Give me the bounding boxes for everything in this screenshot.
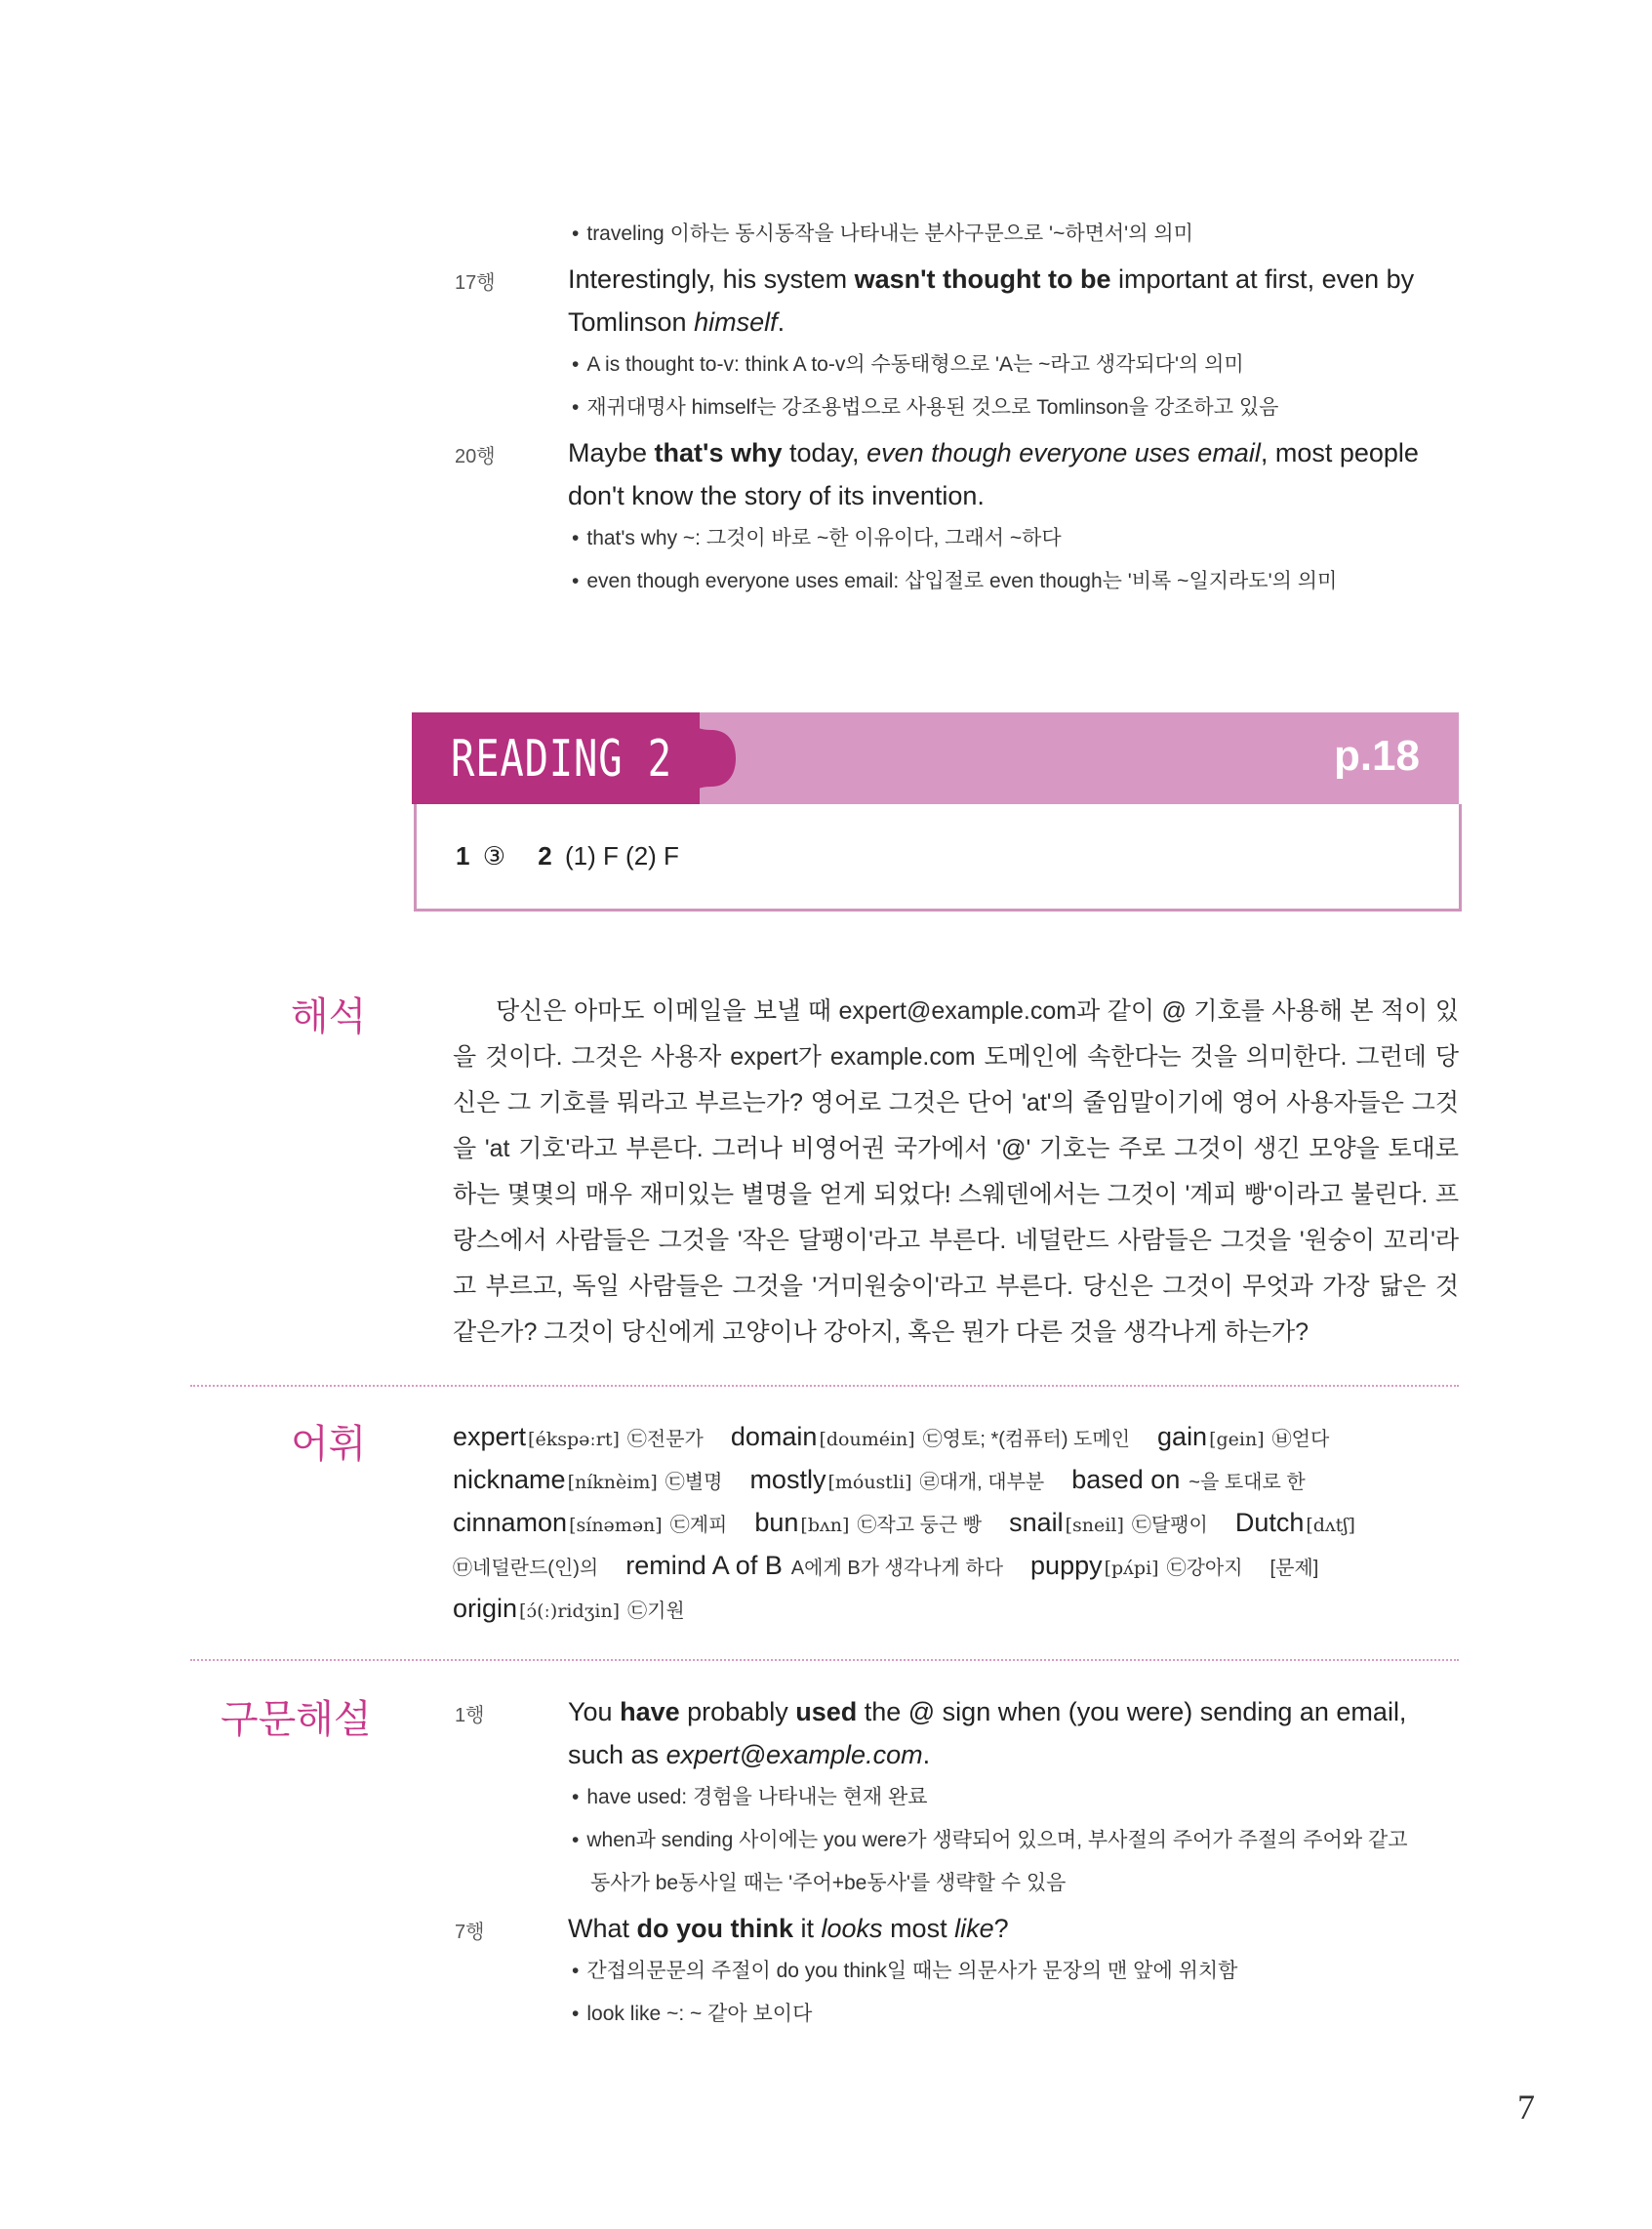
line-number-7: 7행 bbox=[455, 1922, 485, 1943]
sentence-segment: even though everyone uses email bbox=[866, 438, 1261, 467]
vocab-word: gain bbox=[1157, 1422, 1208, 1451]
sentence-segment: important at first, even by bbox=[1110, 264, 1415, 294]
vocab-word: nickname bbox=[453, 1465, 566, 1494]
vocab-meaning: ㉢기원 bbox=[627, 1601, 685, 1622]
sentence-segment: it bbox=[793, 1914, 822, 1943]
sentence-segment: Tomlinson bbox=[568, 307, 695, 337]
vocab-meaning: ㉢별명 bbox=[665, 1472, 723, 1493]
vocab-pronunciation: [gein] bbox=[1209, 1429, 1265, 1450]
vocab-word: Dutch bbox=[1234, 1508, 1305, 1537]
vocab-pronunciation: [ékspəːrt] bbox=[528, 1429, 620, 1450]
sentence-segment: today, bbox=[782, 438, 867, 467]
vocab-meaning: ㉢계피 bbox=[669, 1515, 728, 1536]
sentence-segment: , most people bbox=[1260, 438, 1419, 467]
vocab-word: domain bbox=[730, 1422, 818, 1451]
sentence-segment: like bbox=[954, 1914, 994, 1943]
sentence-segment: do you think bbox=[636, 1914, 794, 1943]
sentence-17-line2 bbox=[568, 301, 785, 344]
vocab-meaning: A에게 B가 생각나게 하다 bbox=[790, 1558, 1004, 1579]
sentence-segment: wasn't thought to be bbox=[854, 264, 1111, 294]
sentence-segment: don't know the story of its invention. bbox=[568, 481, 985, 510]
reading-header bbox=[412, 712, 1459, 804]
grammar-label: 구문해설 bbox=[221, 1698, 372, 1741]
sentence-segment: probably bbox=[679, 1697, 796, 1726]
vocab-pronunciation: [sínəmən] bbox=[569, 1515, 663, 1536]
vocab-word: expert bbox=[453, 1422, 527, 1451]
sentence-segment: used bbox=[795, 1697, 858, 1726]
vocab-word: bun bbox=[754, 1508, 799, 1537]
sentence-20-line2 bbox=[568, 474, 985, 517]
sentence-segment: have bbox=[620, 1697, 680, 1726]
translation-text: 당신은 아마도 이메일을 보낼 때 expert@example.com과 같이 @ 기호를 사용해 본 적이 있을 것이다. 그것은 사용자 expert가 example.com 도메인에 속한다는 것을 의미한다. 그런데 당신은 그 기호를 뭐라고 부르는가? 영어로 그것은 단어 'at'의 줄임말이기에 영어 사용자들은 그것을 'at 기호'라고 부른다. 그러나 비영어권 국가에서 '@' 기호는 주로 그것이 생긴 모양을 토대로 하는 몇몇의 매우 재미있는 별명을 얻게 되었다! 스웨덴에서는 그것이 '계피 빵'이라고 불린다. 프랑스에서 사람들은 그것을 '작은 달팽이'라고 부른다. 네덜란드 사람들은 그것을 '원숭이 꼬리'라고 부르고, 독일 사람들은 그것을 '거미원숭이'라고 부른다. 당신은 그것이 무엇과 가장 닮은 것 같은가? 그것이 당신에게 고양이나 강아지, 혹은 뭔가 다른 것을 생각나게 하는가? bbox=[453, 997, 1459, 1346]
sentence-20-line1 bbox=[568, 431, 1419, 474]
line-number-20: 20행 bbox=[455, 446, 496, 467]
vocab-line-5 bbox=[453, 1587, 712, 1633]
answer-1-num: 1 bbox=[456, 841, 470, 871]
sentence-1-line2 bbox=[568, 1733, 930, 1776]
vocab-meaning: ㉢작고 둥근 빵 bbox=[857, 1515, 983, 1536]
sentence-segment: What bbox=[568, 1914, 637, 1943]
vocab-word: snail bbox=[1009, 1508, 1064, 1537]
sentence-segment: ? bbox=[993, 1914, 1009, 1943]
vocab-word: origin bbox=[453, 1594, 518, 1623]
note-20-b: • even though everyone uses email: 삽입절로 even though는 '비록 ~일지라도'의 의미 bbox=[572, 560, 1337, 603]
note-7-a: • 간접의문문의 주절이 do you think일 때는 의문사가 문장의 맨 앞에 위치함 bbox=[572, 1950, 1237, 1993]
vocab-line-3 bbox=[453, 1501, 1390, 1547]
sentence-segment: such as bbox=[568, 1740, 666, 1769]
vocab-meaning: ㉣대개, 대부분 bbox=[919, 1472, 1045, 1493]
answer-1: ③ bbox=[482, 841, 506, 871]
note-20-a: • that's why ~: 그것이 바로 ~한 이유이다, 그래서 ~하다 bbox=[572, 517, 1062, 560]
vocab-line-1 bbox=[453, 1415, 1356, 1461]
sentence-segment: expert@example.com bbox=[665, 1740, 923, 1769]
sentence-segment: most bbox=[882, 1914, 955, 1943]
page-number: 7 bbox=[1517, 2087, 1535, 2127]
sentence-segment: Maybe bbox=[568, 438, 655, 467]
sentence-segment: Interestingly, his system bbox=[568, 264, 855, 294]
vocab-meaning: ㉢영토; *(컴퓨터) 도메인 bbox=[922, 1429, 1131, 1450]
note-traveling: • traveling 이하는 동시동작을 나타내는 분사구문으로 '~하면서'의 의미 bbox=[572, 213, 1193, 256]
sentence-segment: looks bbox=[821, 1914, 883, 1943]
sentence-segment: the @ sign when (you were) sending an email, bbox=[857, 1697, 1407, 1726]
vocab-pronunciation: [douméin] bbox=[819, 1429, 915, 1450]
reading-title: READING 2 bbox=[451, 730, 672, 789]
reading-page-ref: p.18 bbox=[1333, 732, 1420, 780]
vocab-pronunciation: [níknèim] bbox=[567, 1472, 658, 1493]
vocab-pronunciation: [sneil] bbox=[1065, 1515, 1124, 1536]
note-7-b: • look like ~: ~ 같아 보이다 bbox=[572, 1993, 812, 2036]
sentence-7 bbox=[568, 1907, 1009, 1950]
answers bbox=[456, 841, 679, 871]
vocab-line-4 bbox=[453, 1544, 1346, 1590]
vocab-meaning: ~을 토대로 한 bbox=[1189, 1472, 1306, 1493]
vocab-word: remind A of B bbox=[625, 1551, 783, 1580]
vocab-word: puppy bbox=[1030, 1551, 1103, 1580]
note-17-b: • 재귀대명사 himself는 강조용법으로 사용된 것으로 Tomlinson을 강조하고 있음 bbox=[572, 386, 1278, 429]
vocab-meaning: ㉢강아지 bbox=[1166, 1558, 1243, 1579]
vocab-word: mostly bbox=[749, 1465, 826, 1494]
puzzle-tab-shape bbox=[667, 712, 736, 804]
note-1-b-continued: 동사가 be동사일 때는 '주어+be동사'를 생략할 수 있음 bbox=[590, 1872, 1067, 1894]
note-1-a: • have used: 경험을 나타내는 현재 완료 bbox=[572, 1776, 928, 1819]
sentence-1-line1 bbox=[568, 1690, 1406, 1733]
vocab-pronunciation: [ɔ́(ː)ridʒin] bbox=[519, 1601, 621, 1622]
answer-box bbox=[414, 804, 1462, 912]
note-1-b: • when과 sending 사이에는 you were가 생략되어 있으며, 부사절의 주어가 주절의 주어와 같고 bbox=[572, 1819, 1408, 1862]
line-number-17: 17행 bbox=[455, 272, 496, 294]
vocab-meaning: ㉢전문가 bbox=[626, 1429, 704, 1450]
vocab-word: cinnamon bbox=[453, 1508, 568, 1537]
answer-2: (1) F (2) F bbox=[564, 841, 679, 871]
vocab-label: 어휘 bbox=[291, 1423, 367, 1466]
sentence-segment: You bbox=[568, 1697, 621, 1726]
note-17-a: • A is thought to-v: think A to-v의 수동태형으로 'A는 ~라고 생각되다'의 의미 bbox=[572, 344, 1244, 386]
vocab-meaning: ㉤네덜란드(인)의 bbox=[453, 1558, 599, 1579]
sentence-17-line1 bbox=[568, 258, 1414, 301]
sentence-segment: . bbox=[777, 307, 786, 337]
vocab-meaning: ㉥얻다 bbox=[1271, 1429, 1330, 1450]
vocab-pronunciation: [móustli] bbox=[827, 1472, 912, 1493]
vocab-pronunciation: [pʌ́pi] bbox=[1104, 1558, 1159, 1579]
vocab-word: based on bbox=[1071, 1465, 1181, 1494]
sentence-segment: himself bbox=[694, 307, 778, 337]
line-number-1: 1행 bbox=[455, 1705, 485, 1726]
vocab-pronunciation: [dʌtʃ] bbox=[1306, 1515, 1355, 1536]
vocab-line-2 bbox=[453, 1458, 1333, 1504]
sentence-segment: that's why bbox=[654, 438, 783, 467]
divider-2 bbox=[190, 1659, 1459, 1661]
sentence-segment: . bbox=[922, 1740, 931, 1769]
vocab-meaning: [문제] bbox=[1269, 1558, 1319, 1579]
translation-label: 해석 bbox=[291, 995, 367, 1038]
vocab-meaning: ㉢달팽이 bbox=[1131, 1515, 1208, 1536]
answer-2-num: 2 bbox=[538, 841, 552, 871]
vocab-pronunciation: [bʌn] bbox=[800, 1515, 850, 1536]
divider-1 bbox=[190, 1385, 1459, 1387]
